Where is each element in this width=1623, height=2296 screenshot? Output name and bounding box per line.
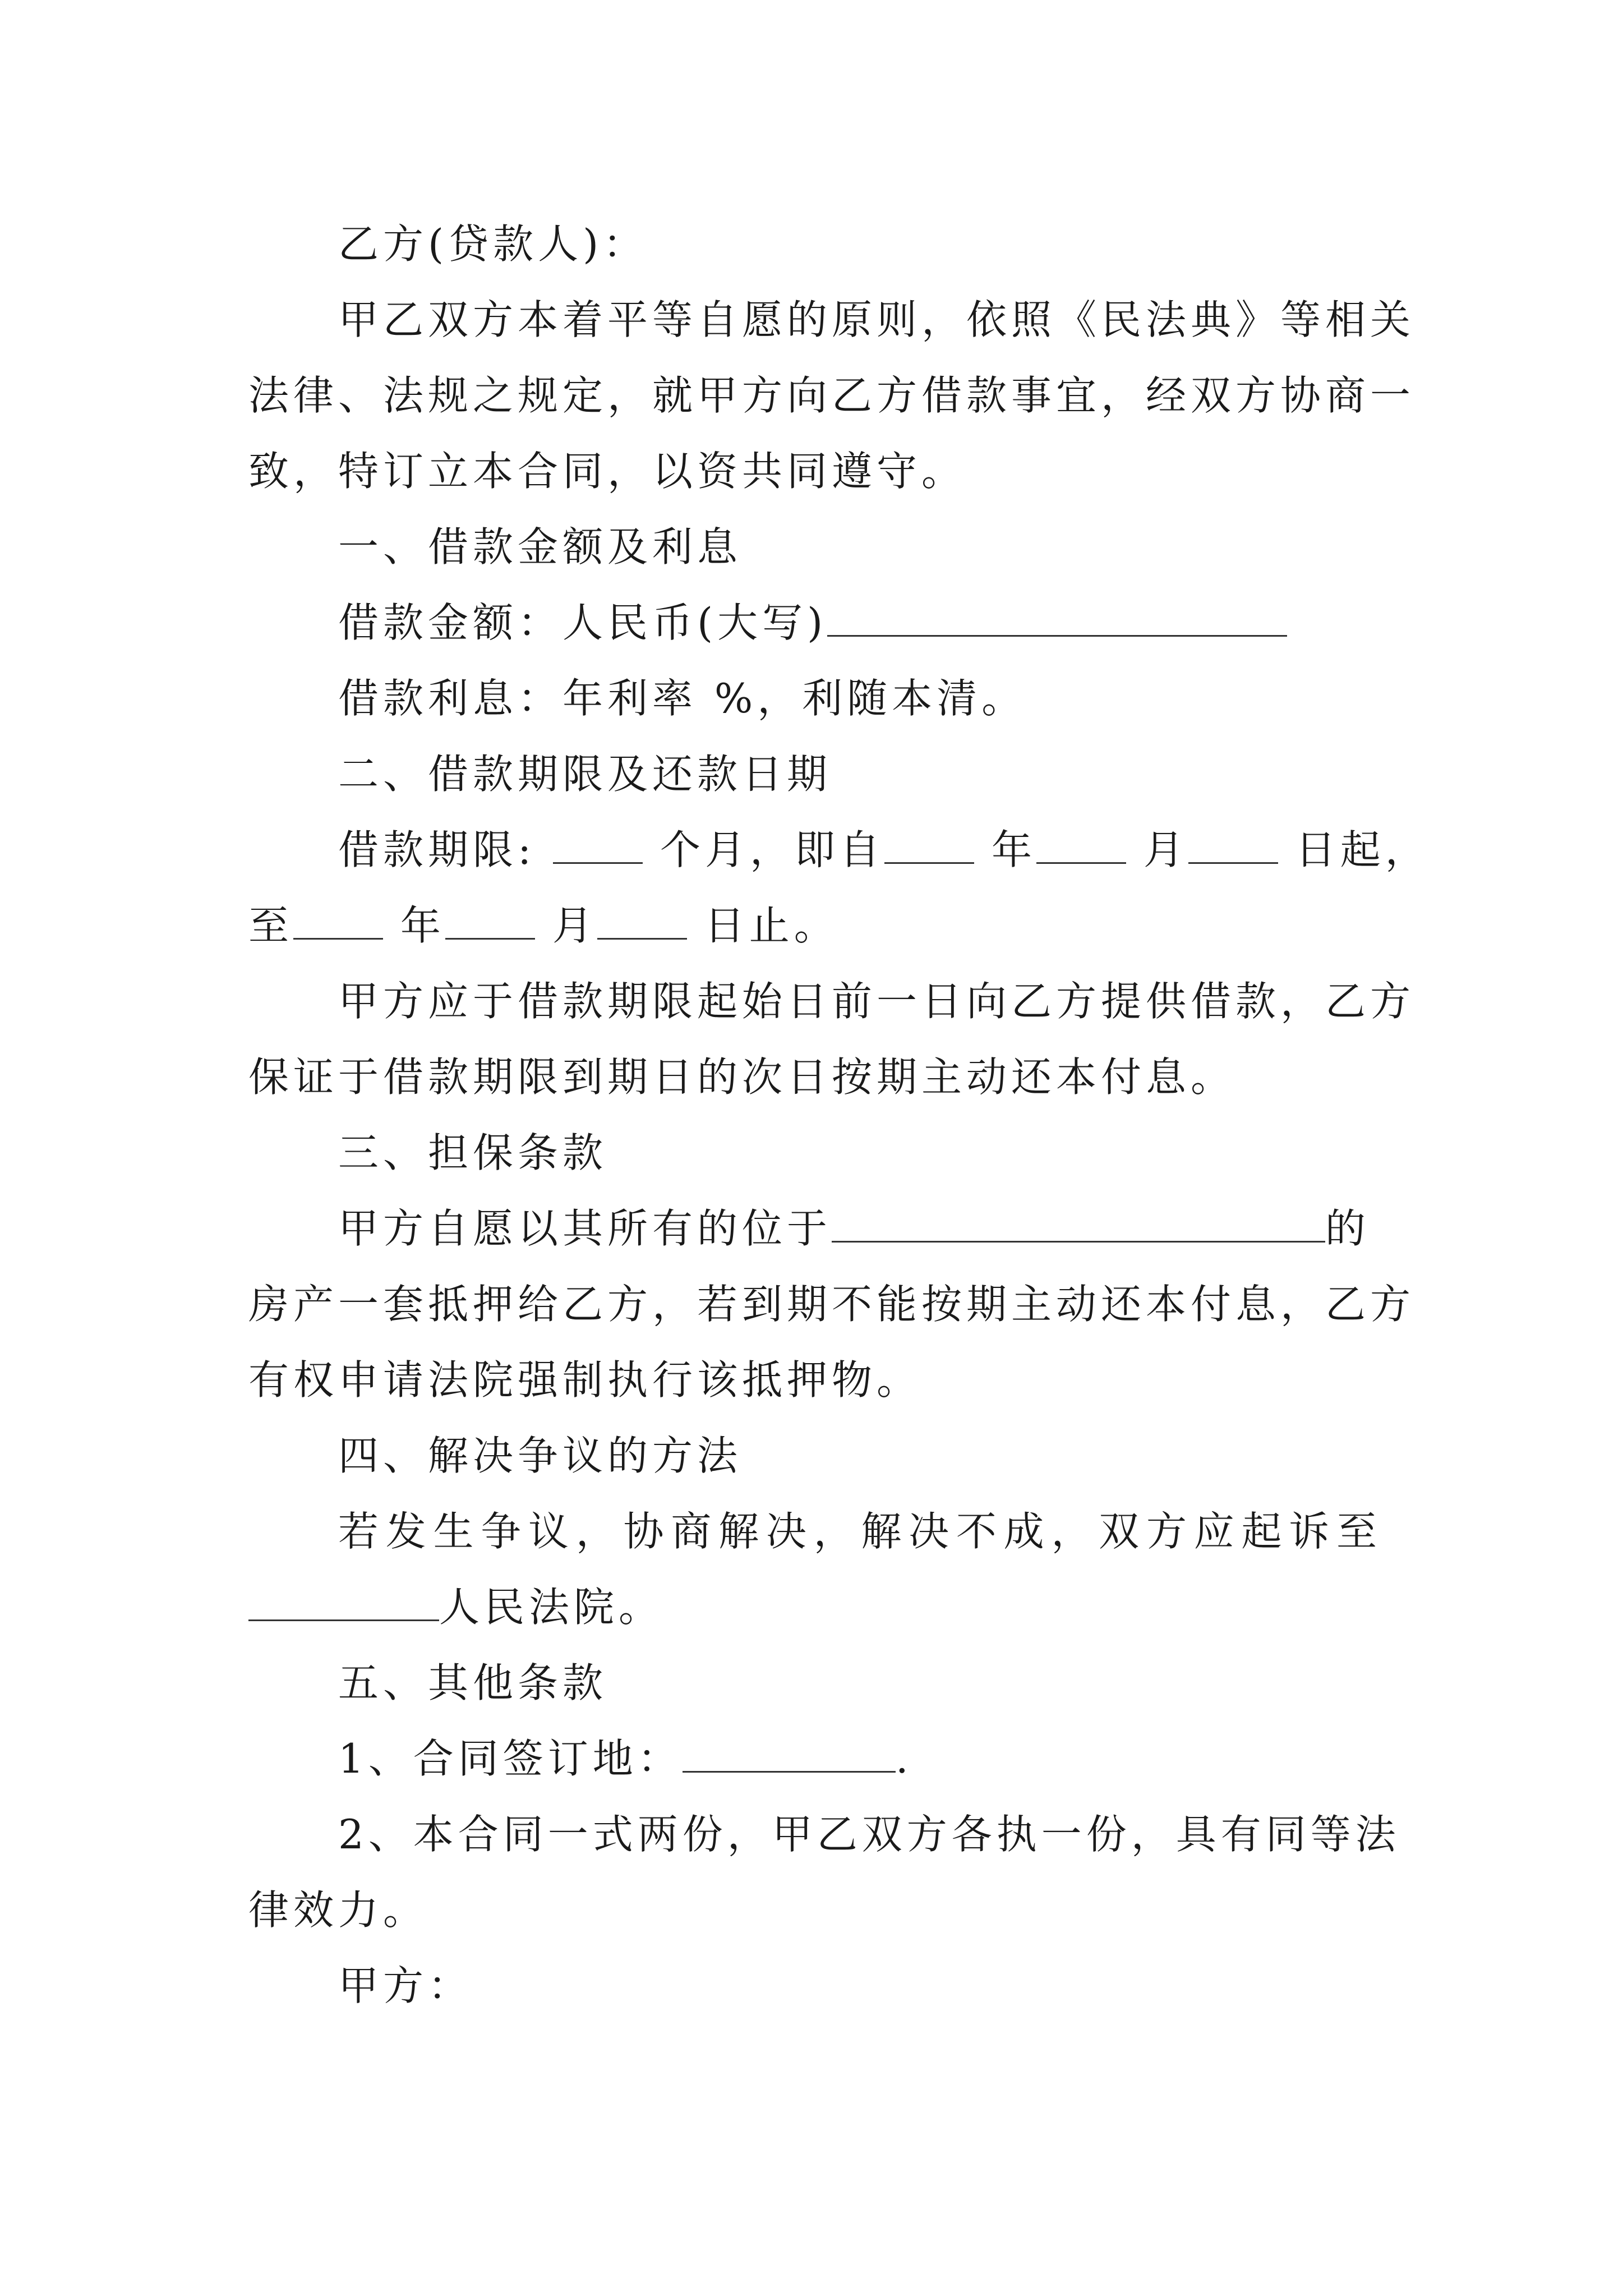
end-day-blank (597, 903, 687, 940)
collateral-line-2: 房产一套抵押给乙方，若到期不能按期主动还本付息，乙方 (248, 1281, 1415, 1328)
section4-heading: 四、解决争议的方法 (338, 1432, 743, 1479)
section1-heading: 一、借款金额及利息 (338, 523, 743, 570)
end-day-text: 日止。 (704, 902, 839, 949)
loan-amount-blank (827, 600, 1287, 637)
collateral-line-3: 有权申请法院强制执行该抵押物。 (248, 1356, 922, 1404)
start-month-text: 月 (1143, 826, 1188, 873)
collateral-suffix: 的 (1325, 1205, 1371, 1252)
start-year-text: 年 (991, 826, 1036, 873)
end-year-blank (293, 903, 383, 940)
obligation-line-2: 保证于借款期限到期日的次日按期主动还本付息。 (248, 1053, 1236, 1101)
collateral-location-blank (832, 1206, 1325, 1243)
copies-line-2: 律效力。 (248, 1887, 428, 1934)
end-month-blank (445, 903, 535, 940)
loan-term-line (338, 822, 1430, 878)
term-months-blank (553, 827, 643, 864)
obligation-line-1: 甲方应于借款期限起始日前一日向乙方提供借款，乙方 (338, 978, 1415, 1025)
collateral-prefix: 甲方自愿以其所有的位于 (338, 1205, 832, 1252)
signing-place-label: 1、合同签订地： (338, 1735, 683, 1782)
loan-term-label: 借款期限: (338, 826, 536, 873)
borrower-label: 甲方： (338, 1962, 473, 2009)
signing-place-line (338, 1731, 1381, 1787)
section3-heading: 三、担保条款 (338, 1129, 608, 1176)
court-suffix: 人民法院。 (439, 1584, 664, 1631)
term-months-text: 个月，即自 (660, 826, 885, 873)
loan-amount-line (338, 595, 1381, 651)
preamble-line-1: 甲乙双方本着平等自愿的原则，依照《民法典》等相关 (338, 296, 1415, 343)
dispute-line-2 (248, 1579, 1381, 1635)
lender-label: 乙方(贷款人)： (338, 220, 648, 268)
start-year-blank (884, 827, 974, 864)
dispute-line-1: 若发生争议，协商解决，解决不成，双方应起诉至 (338, 1508, 1381, 1555)
section2-heading: 二、借款期限及还款日期 (338, 751, 832, 798)
signing-place-end: . (895, 1735, 913, 1782)
signing-place-blank (683, 1736, 896, 1773)
start-day-text: 日起， (1295, 826, 1430, 873)
loan-end-line (248, 898, 1381, 954)
preamble-line-2: 法律、法规之规定，就甲方向乙方借款事宜，经双方协商一 (248, 372, 1415, 419)
preamble-line-3: 致，特订立本合同，以资共同遵守。 (248, 448, 967, 495)
to-text: 至 (248, 902, 294, 949)
court-name-blank (248, 1585, 439, 1621)
section5-heading: 五、其他条款 (338, 1659, 608, 1706)
start-month-blank (1036, 827, 1126, 864)
loan-amount-label: 借款金额：人民币(大写) (338, 599, 828, 646)
copies-line-1: 2、本合同一式两份，甲乙双方各执一份，具有同等法 (338, 1811, 1400, 1858)
end-month-text: 月 (552, 902, 597, 949)
start-day-blank (1188, 827, 1278, 864)
collateral-line-1 (338, 1200, 1381, 1257)
interest-line: 借款利息：年利率 %，利随本清。 (338, 675, 1027, 722)
end-year-text: 年 (400, 902, 445, 949)
